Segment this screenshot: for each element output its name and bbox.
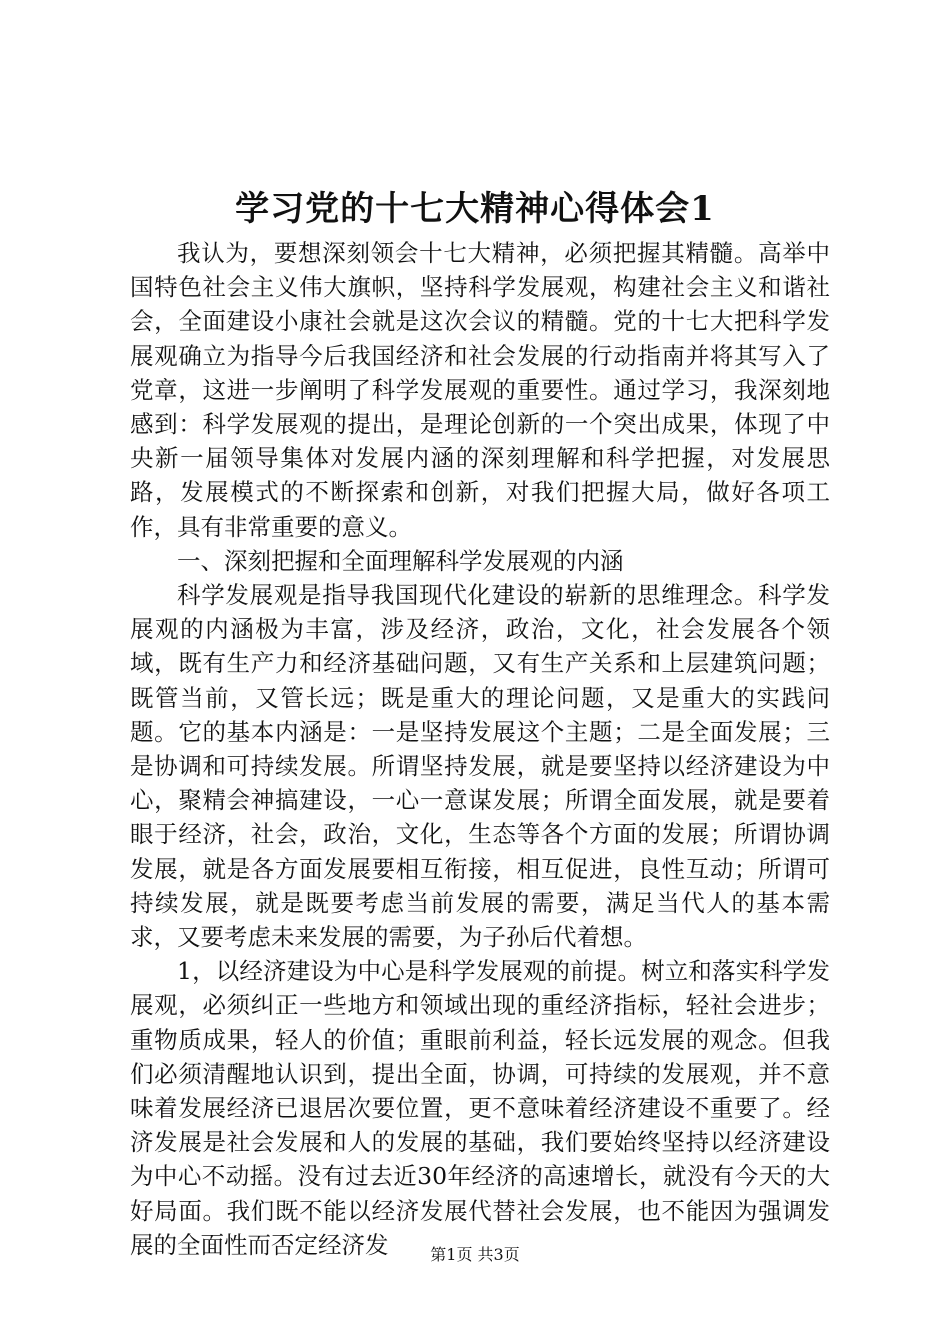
paragraph-intro: 我认为，要想深刻领会十七大精神，必须把握其精髓。高举中国特色社会主义伟大旗帜，坚持科学发展观，构建社会主义和谐社会，全面建设小康社会就是这次会议的精髓。党的十七大把科学发展观确立为指导今后我国经济和社会发展的行动指南并将其写入了党章，这进一步阐明了科学发展观的重要性。通过学习，我深刻地感到：科学发展观的提出，是理论创新的一个突出成果，体现了中央新一届领导集体对发展内涵的深刻理解和科学把握，对发展思路，发展模式的不断探索和创新，对我们把握大局，做好各项工作，具有非常重要的意义。 [130,239,830,541]
section-heading: 一、深刻把握和全面理解科学发展观的内涵 [177,546,624,575]
page-footer: 第1页 共3页 [430,1245,520,1264]
paragraph-point-1: 1，以经济建设为中心是科学发展观的前提。树立和落实科学发展观，必须纠正一些地方和领域出现的重经济指标，轻社会进步；重物质成果，轻人的价值；重眼前利益，轻长远发展的观念。但我们必须清醒地认识到，提出全面，协调，可持续的发展观，并不意味着发展经济已退居次要位置，更不意味着经济建设不重要了。经济发展是社会发展和人的发展的基础，我们要始终坚持以经济建设为中心不动摇。没有过去近30年经济的高速增长，就没有今天的大好局面。我们既不能以经济发展代替社会发展，也不能因为强调发展的全面性而否定经济发 [130,957,830,1259]
document-title: 学习党的十七大精神心得体会1 [235,189,715,229]
document-body [130,236,830,1262]
paragraph-connotation: 科学发展观是指导我国现代化建设的崭新的思维理念。科学发展观的内涵极为丰富，涉及经济，政治，文化，社会发展各个领域，既有生产力和经济基础问题，又有生产关系和上层建筑问题；既管当前，又管长远；既是重大的理论问题，又是重大的实践问题。它的基本内涵是：一是坚持发展这个主题；二是全面发展；三是协调和可持续发展。所谓坚持发展，就是要坚持以经济建设为中心，聚精会神搞建设，一心一意谋发展；所谓全面发展，就是要着眼于经济，社会，政治，文化，生态等各个方面的发展；所谓协调发展，就是各方面发展要相互衔接，相互促进，良性互动；所谓可持续发展，就是既要考虑当前发展的需要，满足当代人的基本需求，又要考虑未来发展的需要，为子孙后代着想。 [130,581,830,952]
